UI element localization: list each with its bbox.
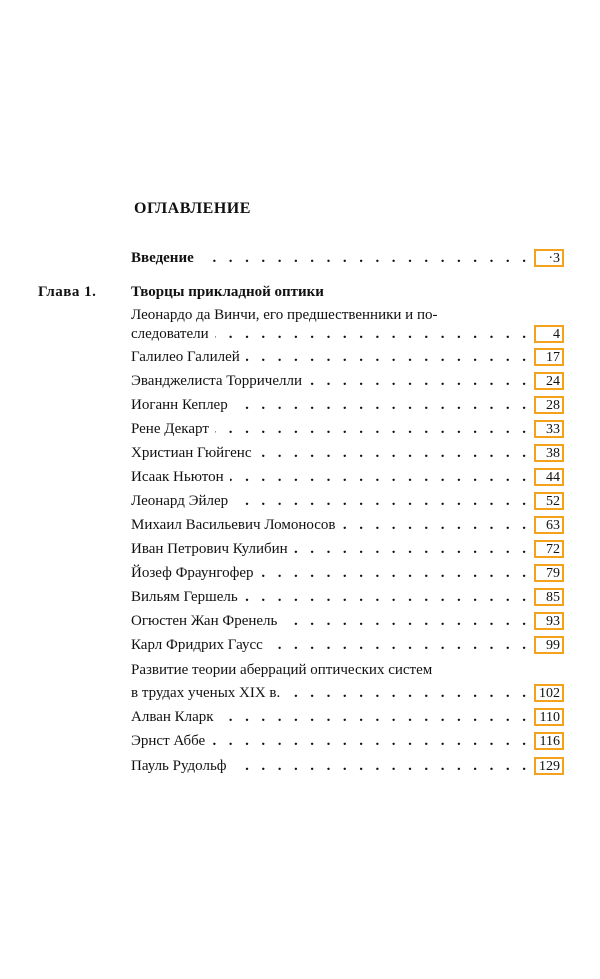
toc-page-number[interactable]: 44	[534, 468, 564, 486]
chapter-title-wrap	[131, 281, 533, 303]
toc-entry-title	[131, 538, 533, 560]
toc-entry-label: Михаил Васильевич Ломоносов	[131, 517, 341, 533]
toc-entry-title	[131, 610, 533, 632]
toc-page-number[interactable]: 33	[534, 420, 564, 438]
toc-chapter-heading	[0, 281, 600, 303]
toc-entry	[0, 323, 600, 345]
toc-entry	[0, 394, 600, 416]
toc-entry-title	[131, 442, 533, 464]
toc-entry-title	[131, 755, 533, 777]
page-title: ОГЛАВЛЕНИЕ	[134, 200, 251, 217]
toc-entry-line1	[0, 659, 600, 681]
toc-entry-label: Христиан Гюйгенс	[131, 445, 258, 461]
toc-entry-label: Огюстен Жан Френель	[131, 613, 283, 629]
toc-entry	[0, 682, 600, 704]
toc-entry	[0, 634, 600, 656]
toc-page-number[interactable]: 110	[534, 708, 564, 726]
toc-entry-label: Иван Петрович Кулибин	[131, 541, 294, 557]
toc-entry-label: Леонард Эйлер	[131, 493, 234, 509]
toc-page-number[interactable]: 17	[534, 348, 564, 366]
toc-page-number[interactable]: 102	[534, 684, 564, 702]
toc-page-number[interactable]: 72	[534, 540, 564, 558]
toc-entry-label: Рене Декарт	[131, 421, 215, 437]
toc-entry-label: в трудах ученых XIX в.	[131, 685, 286, 701]
toc-page-number[interactable]: 63	[534, 516, 564, 534]
toc-entry	[0, 442, 600, 464]
toc-entry-line1-text: Леонардо да Винчи, его предшественники и по-	[131, 307, 438, 323]
toc-entry-label: Вильям Гершель	[131, 589, 244, 605]
toc-entry	[0, 490, 600, 512]
toc-intro-row	[0, 247, 600, 269]
toc-entry-label: Карл Фридрих Гаусс	[131, 637, 269, 653]
toc-page-number[interactable]: 116	[534, 732, 564, 750]
toc-entry-label: Алван Кларк	[131, 709, 220, 725]
toc-entry	[0, 370, 600, 392]
toc-entry-title	[131, 394, 533, 416]
toc-page-number[interactable]: 52	[534, 492, 564, 510]
toc-entry-title	[131, 682, 533, 704]
toc-entry	[0, 538, 600, 560]
toc-entry-title	[131, 466, 533, 488]
toc-page-number[interactable]: 79	[534, 564, 564, 582]
toc-entry	[0, 466, 600, 488]
toc-entry-line1-text: Развитие теории аберраций оптических систем	[131, 662, 433, 678]
toc-entry-title	[131, 370, 533, 392]
toc-page-number[interactable]: 93	[534, 612, 564, 630]
toc-entry	[0, 562, 600, 584]
toc-entry-title	[131, 562, 533, 584]
toc-entry-label: Эванджелиста Торричелли	[131, 373, 308, 389]
toc-entry	[0, 730, 600, 752]
toc-entry	[0, 586, 600, 608]
toc-page-number[interactable]: 38	[534, 444, 564, 462]
toc-entry-title	[131, 346, 533, 368]
toc-entry-label: Иоганн Кеплер	[131, 397, 234, 413]
toc-entry-title	[131, 514, 533, 536]
toc-page-number[interactable]: 4	[534, 325, 564, 343]
toc-page-number[interactable]: 24	[534, 372, 564, 390]
toc-page-number[interactable]: 28	[534, 396, 564, 414]
toc-entry-label: Эрнст Аббе	[131, 733, 211, 749]
toc-entry	[0, 346, 600, 368]
toc-page-number[interactable]: 85	[534, 588, 564, 606]
toc-page-number[interactable]: 99	[534, 636, 564, 654]
toc-entry-label: Пауль Рудольф	[131, 758, 233, 774]
toc-entry	[0, 514, 600, 536]
toc-intro-label: Введение	[131, 250, 200, 266]
toc-entry-title	[131, 490, 533, 512]
toc-entry	[0, 755, 600, 777]
chapter-title: Творцы прикладной оптики	[131, 284, 324, 300]
toc-page-number[interactable]: 129	[534, 757, 564, 775]
toc-entry	[0, 418, 600, 440]
toc-entry-title	[131, 586, 533, 608]
toc-entry-title	[131, 247, 533, 269]
toc-entry-title	[131, 418, 533, 440]
toc-entry	[0, 610, 600, 632]
toc-entry-label: следователи	[131, 326, 215, 342]
toc-entry-label: Исаак Ньютон	[131, 469, 230, 485]
chapter-number: Глава 1.	[38, 284, 97, 300]
toc-entry	[0, 706, 600, 728]
toc-entry-label: Галилео Галилей	[131, 349, 246, 365]
toc-entry-title	[131, 730, 533, 752]
toc-entry-title-line1	[131, 659, 533, 681]
toc-entry-title	[131, 706, 533, 728]
toc-entry-label: Йозеф Фраунгофер	[131, 565, 260, 581]
toc-page-number[interactable]: ·3	[534, 249, 564, 267]
toc-entry-title	[131, 323, 533, 345]
toc-entry-title	[131, 634, 533, 656]
